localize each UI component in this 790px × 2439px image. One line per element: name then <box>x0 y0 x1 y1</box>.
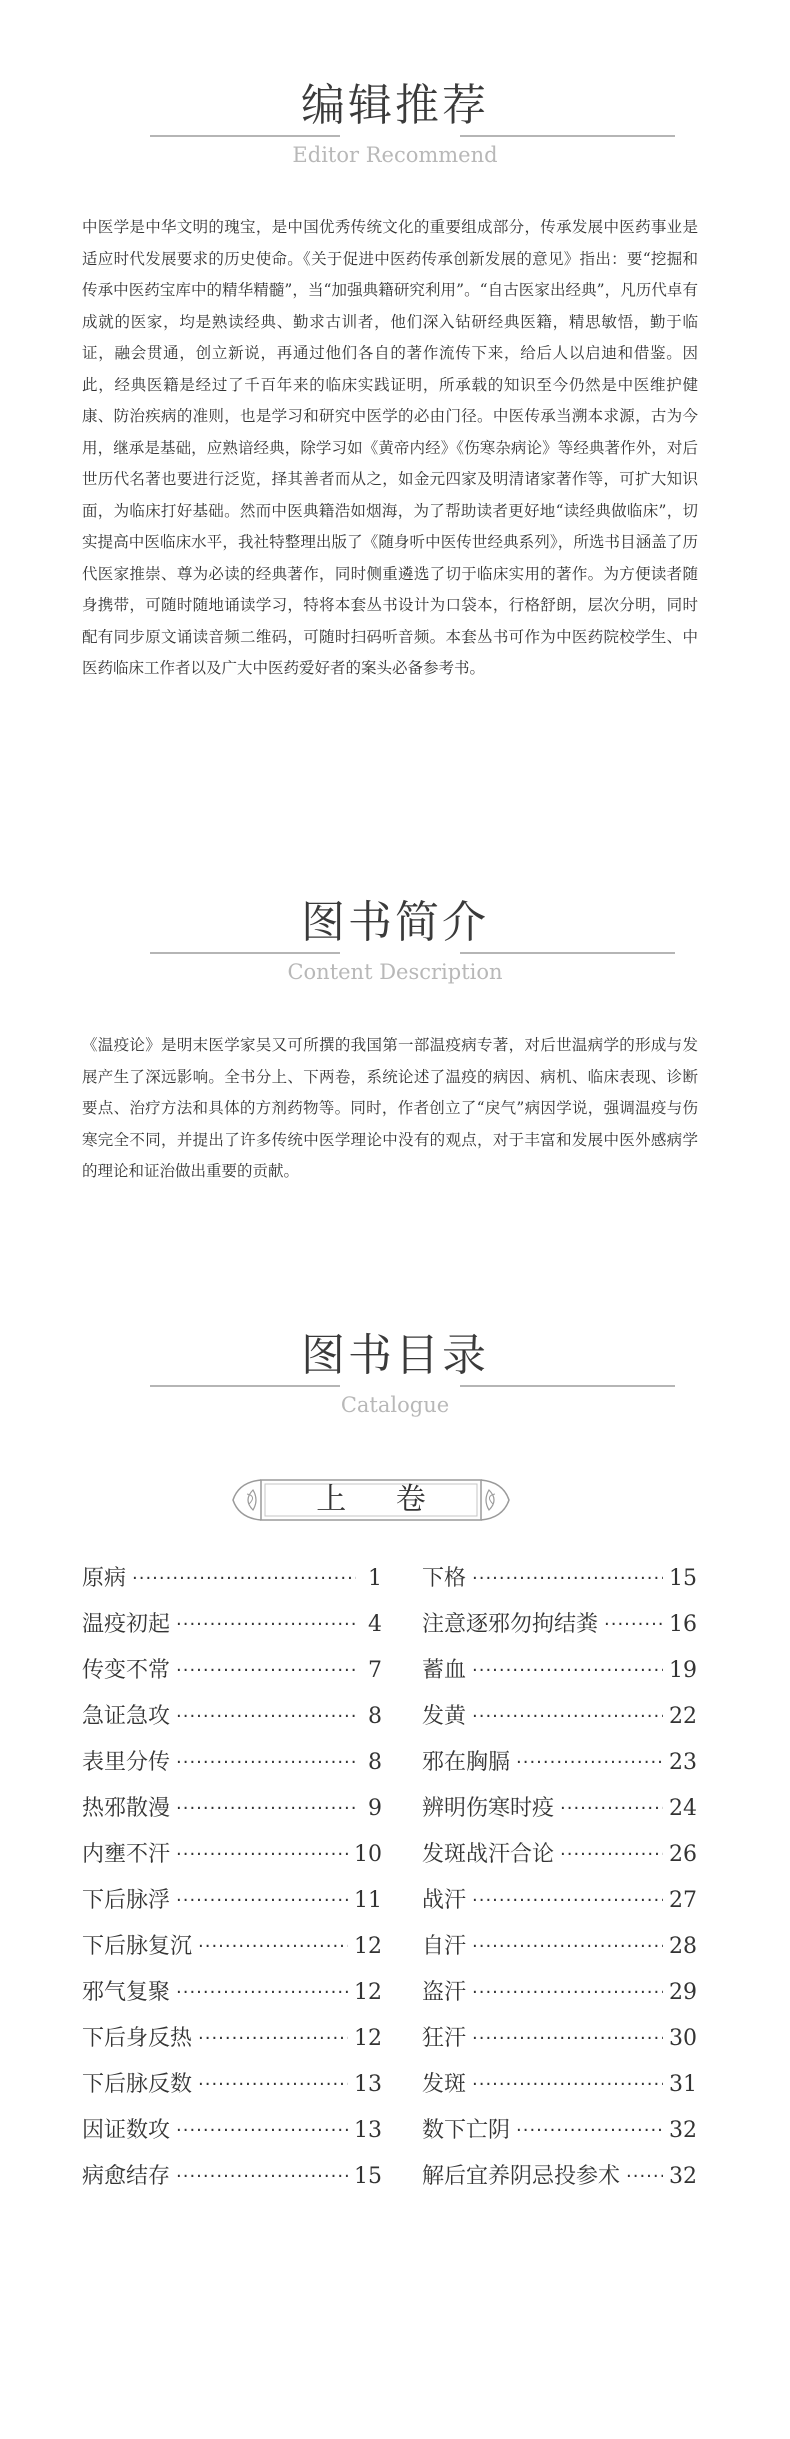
toc-entry-page: 13 <box>354 2072 382 2097</box>
toc-entry-title: 狂汗 <box>422 2026 467 2051</box>
toc-entry <box>422 1648 697 1694</box>
toc-entry <box>82 1602 382 1648</box>
toc-entry <box>422 1602 697 1648</box>
toc-entry <box>422 1694 697 1740</box>
toc-entry <box>422 1556 697 1602</box>
toc-entry-page: 4 <box>368 1612 382 1637</box>
toc-leader-dots <box>176 1602 356 1648</box>
toc-entry-title: 下后脉浮 <box>82 1888 171 1913</box>
toc-entry-page: 13 <box>354 2118 382 2143</box>
toc-entry-title: 解后宜养阴忌投参术 <box>422 2164 621 2189</box>
toc-entry-page: 12 <box>354 1934 382 1959</box>
toc-entry-page: 29 <box>669 1980 697 2005</box>
toc-entry-title: 辨明伤寒时疫 <box>422 1796 555 1821</box>
toc-leader-dots <box>472 1970 663 2016</box>
toc-column-left <box>82 1556 382 2200</box>
toc-entry-page: 32 <box>669 2118 697 2143</box>
toc-entry-page: 23 <box>669 1750 697 1775</box>
toc-entry <box>82 1924 382 1970</box>
toc-leader-dots <box>176 1878 348 1924</box>
toc-entry <box>422 1970 697 2016</box>
toc-leader-dots <box>560 1786 663 1832</box>
toc-entry-page: 9 <box>368 1796 382 1821</box>
toc-leader-dots <box>472 1694 663 1740</box>
catalogue-subtitle: Catalogue <box>340 1393 450 1417</box>
toc-leader-dots <box>626 2154 663 2200</box>
toc-leader-dots <box>472 1878 663 1924</box>
intro-header <box>0 895 790 1005</box>
toc-entry <box>82 1556 382 1602</box>
toc-entry-title: 温疫初起 <box>82 1612 171 1637</box>
toc-leader-dots <box>198 1924 348 1970</box>
toc-entry-title: 下格 <box>422 1566 467 1591</box>
toc-leader-dots <box>604 1602 663 1648</box>
toc-entry-title: 传变不常 <box>82 1658 171 1683</box>
toc-leader-dots <box>176 1648 356 1694</box>
toc-leader-dots <box>176 1786 356 1832</box>
toc-leader-dots <box>472 2016 663 2062</box>
toc-entry <box>82 1694 382 1740</box>
toc-entry-page: 28 <box>669 1934 697 1959</box>
toc-entry-title: 热邪散漫 <box>82 1796 171 1821</box>
toc-entry-title: 战汗 <box>422 1888 467 1913</box>
toc-entry-page: 30 <box>669 2026 697 2051</box>
toc-entry-title: 表里分传 <box>82 1750 171 1775</box>
toc-entry <box>82 1832 382 1878</box>
toc-entry-page: 24 <box>669 1796 697 1821</box>
toc-entry-title: 下后脉反数 <box>82 2072 193 2097</box>
toc-entry <box>422 1740 697 1786</box>
toc-entry-page: 11 <box>354 1888 382 1913</box>
toc-leader-dots <box>176 1832 348 1878</box>
toc-entry <box>422 1832 697 1878</box>
toc-entry <box>82 2154 382 2200</box>
toc-leader-dots <box>198 2062 348 2108</box>
toc-entry <box>82 1786 382 1832</box>
toc-leader-dots <box>472 2062 663 2108</box>
toc-entry-title: 下后脉复沉 <box>82 1934 193 1959</box>
toc-entry-title: 病愈结存 <box>82 2164 171 2189</box>
editor-subtitle: Editor Recommend <box>292 143 498 167</box>
toc-entry-title: 邪在胸膈 <box>422 1750 511 1775</box>
toc-entry-title: 发斑 <box>422 2072 467 2097</box>
toc-column-right <box>422 1556 697 2200</box>
header-divider-right <box>460 1385 675 1387</box>
toc-entry-title: 下后身反热 <box>82 2026 193 2051</box>
toc-entry-page: 15 <box>354 2164 382 2189</box>
toc-entry-title: 发黄 <box>422 1704 467 1729</box>
toc-entry <box>422 2062 697 2108</box>
toc-entry <box>82 1648 382 1694</box>
toc-entry-page: 10 <box>354 1842 382 1867</box>
header-divider-left <box>150 1385 340 1387</box>
toc-entry <box>82 2016 382 2062</box>
catalogue-header <box>0 1328 790 1438</box>
toc-entry-title: 发斑战汗合论 <box>422 1842 555 1867</box>
header-divider-right <box>460 135 675 137</box>
toc-entry-page: 7 <box>368 1658 382 1683</box>
toc-entry <box>422 1924 697 1970</box>
toc-entry-page: 8 <box>368 1750 382 1775</box>
toc-entry-title: 注意逐邪勿拘结粪 <box>422 1612 599 1637</box>
toc-entry-page: 31 <box>669 2072 697 2097</box>
toc-entry-title: 盗汗 <box>422 1980 467 2005</box>
toc-entry-title: 因证数攻 <box>82 2118 171 2143</box>
toc-entry-title: 原病 <box>82 1566 127 1591</box>
editor-header <box>0 78 790 188</box>
toc-entry-page: 26 <box>669 1842 697 1867</box>
toc-leader-dots <box>472 1924 663 1970</box>
toc-entry <box>82 2108 382 2154</box>
toc-entry <box>82 1740 382 1786</box>
toc-entry <box>82 2062 382 2108</box>
toc-entry-title: 急证急攻 <box>82 1704 171 1729</box>
header-divider-right <box>460 952 675 954</box>
toc-entry-title: 邪气复聚 <box>82 1980 171 2005</box>
toc-entry-page: 1 <box>368 1566 382 1591</box>
toc-entry <box>422 2154 697 2200</box>
toc-entry-page: 19 <box>669 1658 697 1683</box>
toc-entry <box>422 2016 697 2062</box>
toc-leader-dots <box>132 1556 356 1602</box>
toc-entry <box>422 1786 697 1832</box>
intro-subtitle: Content Description <box>287 960 503 984</box>
toc-leader-dots <box>176 1970 348 2016</box>
toc-entry-title: 自汗 <box>422 1934 467 1959</box>
toc-leader-dots <box>472 1556 663 1602</box>
toc-entry-page: 8 <box>368 1704 382 1729</box>
toc-entry-title: 内壅不汗 <box>82 1842 171 1867</box>
toc-entry-page: 32 <box>669 2164 697 2189</box>
toc-entry-page: 16 <box>669 1612 697 1637</box>
header-divider-left <box>150 952 340 954</box>
volume-label: 上 卷 <box>316 1482 446 1517</box>
intro-title: 图书简介 <box>301 897 489 948</box>
toc-entry <box>82 1878 382 1924</box>
toc-entry <box>82 1970 382 2016</box>
toc-leader-dots <box>472 1648 663 1694</box>
toc-entry-page: 27 <box>669 1888 697 1913</box>
catalogue-title: 图书目录 <box>301 1330 489 1381</box>
toc-leader-dots <box>176 1694 356 1740</box>
toc-entry <box>422 2108 697 2154</box>
intro-paragraph: 《温疫论》是明末医学家吴又可所撰的我国第一部温疫病专著，对后世温病学的形成与发展产生了深远影响。全书分上、下两卷，系统论述了温疫的病因、病机、临床表现、诊断要点、治疗方法和具体的方剂药物等。同时，作者创立了“戾气”病因学说，强调温疫与伤寒完全不同，并提出了许多传统中医学理论中没有的观点，对于丰富和发展中医外感病学的理论和证治做出重要的贡献。 <box>82 1036 698 1180</box>
toc-leader-dots <box>176 1740 356 1786</box>
toc-entry-title: 数下亡阴 <box>422 2118 511 2143</box>
header-divider-left <box>150 135 340 137</box>
volume-badge <box>227 1470 515 1530</box>
toc-entry-page: 12 <box>354 2026 382 2051</box>
toc-entry-title: 蓄血 <box>422 1658 467 1683</box>
toc-entry <box>422 1878 697 1924</box>
toc-leader-dots <box>516 2108 663 2154</box>
toc-leader-dots <box>560 1832 663 1878</box>
toc-leader-dots <box>516 1740 663 1786</box>
toc-entry-page: 15 <box>669 1566 697 1591</box>
toc-entry-page: 12 <box>354 1980 382 2005</box>
toc-leader-dots <box>176 2108 348 2154</box>
editor-paragraph: 中医学是中华文明的瑰宝，是中国优秀传统文化的重要组成部分，传承发展中医药事业是适应时代发展要求的历史使命。《关于促进中医药传承创新发展的意见》指出：要“挖掘和传承中医药宝库中的精华精髓”，当“加强典籍研究利用”。“自古医家出经典”，凡历代卓有成就的医家，均是熟读经典、勤求古训者，他们深入钻研经典医籍，精思敏悟，勤于临证，融会贯通，创立新说，再通过他们各自的著作流传下来，给后人以启迪和借鉴。因此，经典医籍是经过了千百年来的临床实践证明，所承载的知识至今仍然是中医维护健康、防治疾病的准则，也是学习和研究中医学的必由门径。中医传承当溯本求源，古为今用，继承是基础，应熟谙经典，除学习如《黄帝内经》《伤寒杂病论》等经典著作外，对后世历代名著也要进行泛览，择其善者而从之，如金元四家及明清诸家著作等，可扩大知识面，为临床打好基础。然而中医典籍浩如烟海，为了帮助读者更好地“读经典做临床”，切实提高中医临床水平，我社特整理出版了《随身听中医传世经典系列》，所选书目涵盖了历代医家推崇、尊为必读的经典著作，同时侧重遴选了切于临床实用的著作。为方便读者随身携带，可随时随地诵读学习，特将本套丛书设计为口袋本，行格舒朗，层次分明，同时配有同步原文诵读音频二维码，可随时扫码听音频。本套丛书可作为中医药院校学生、中医药临床工作者以及广大中医药爱好者的案头必备参考书。 <box>82 218 698 677</box>
toc-leader-dots <box>198 2016 348 2062</box>
editor-title: 编辑推荐 <box>301 80 489 131</box>
toc-leader-dots <box>176 2154 348 2200</box>
toc-entry-page: 22 <box>669 1704 697 1729</box>
